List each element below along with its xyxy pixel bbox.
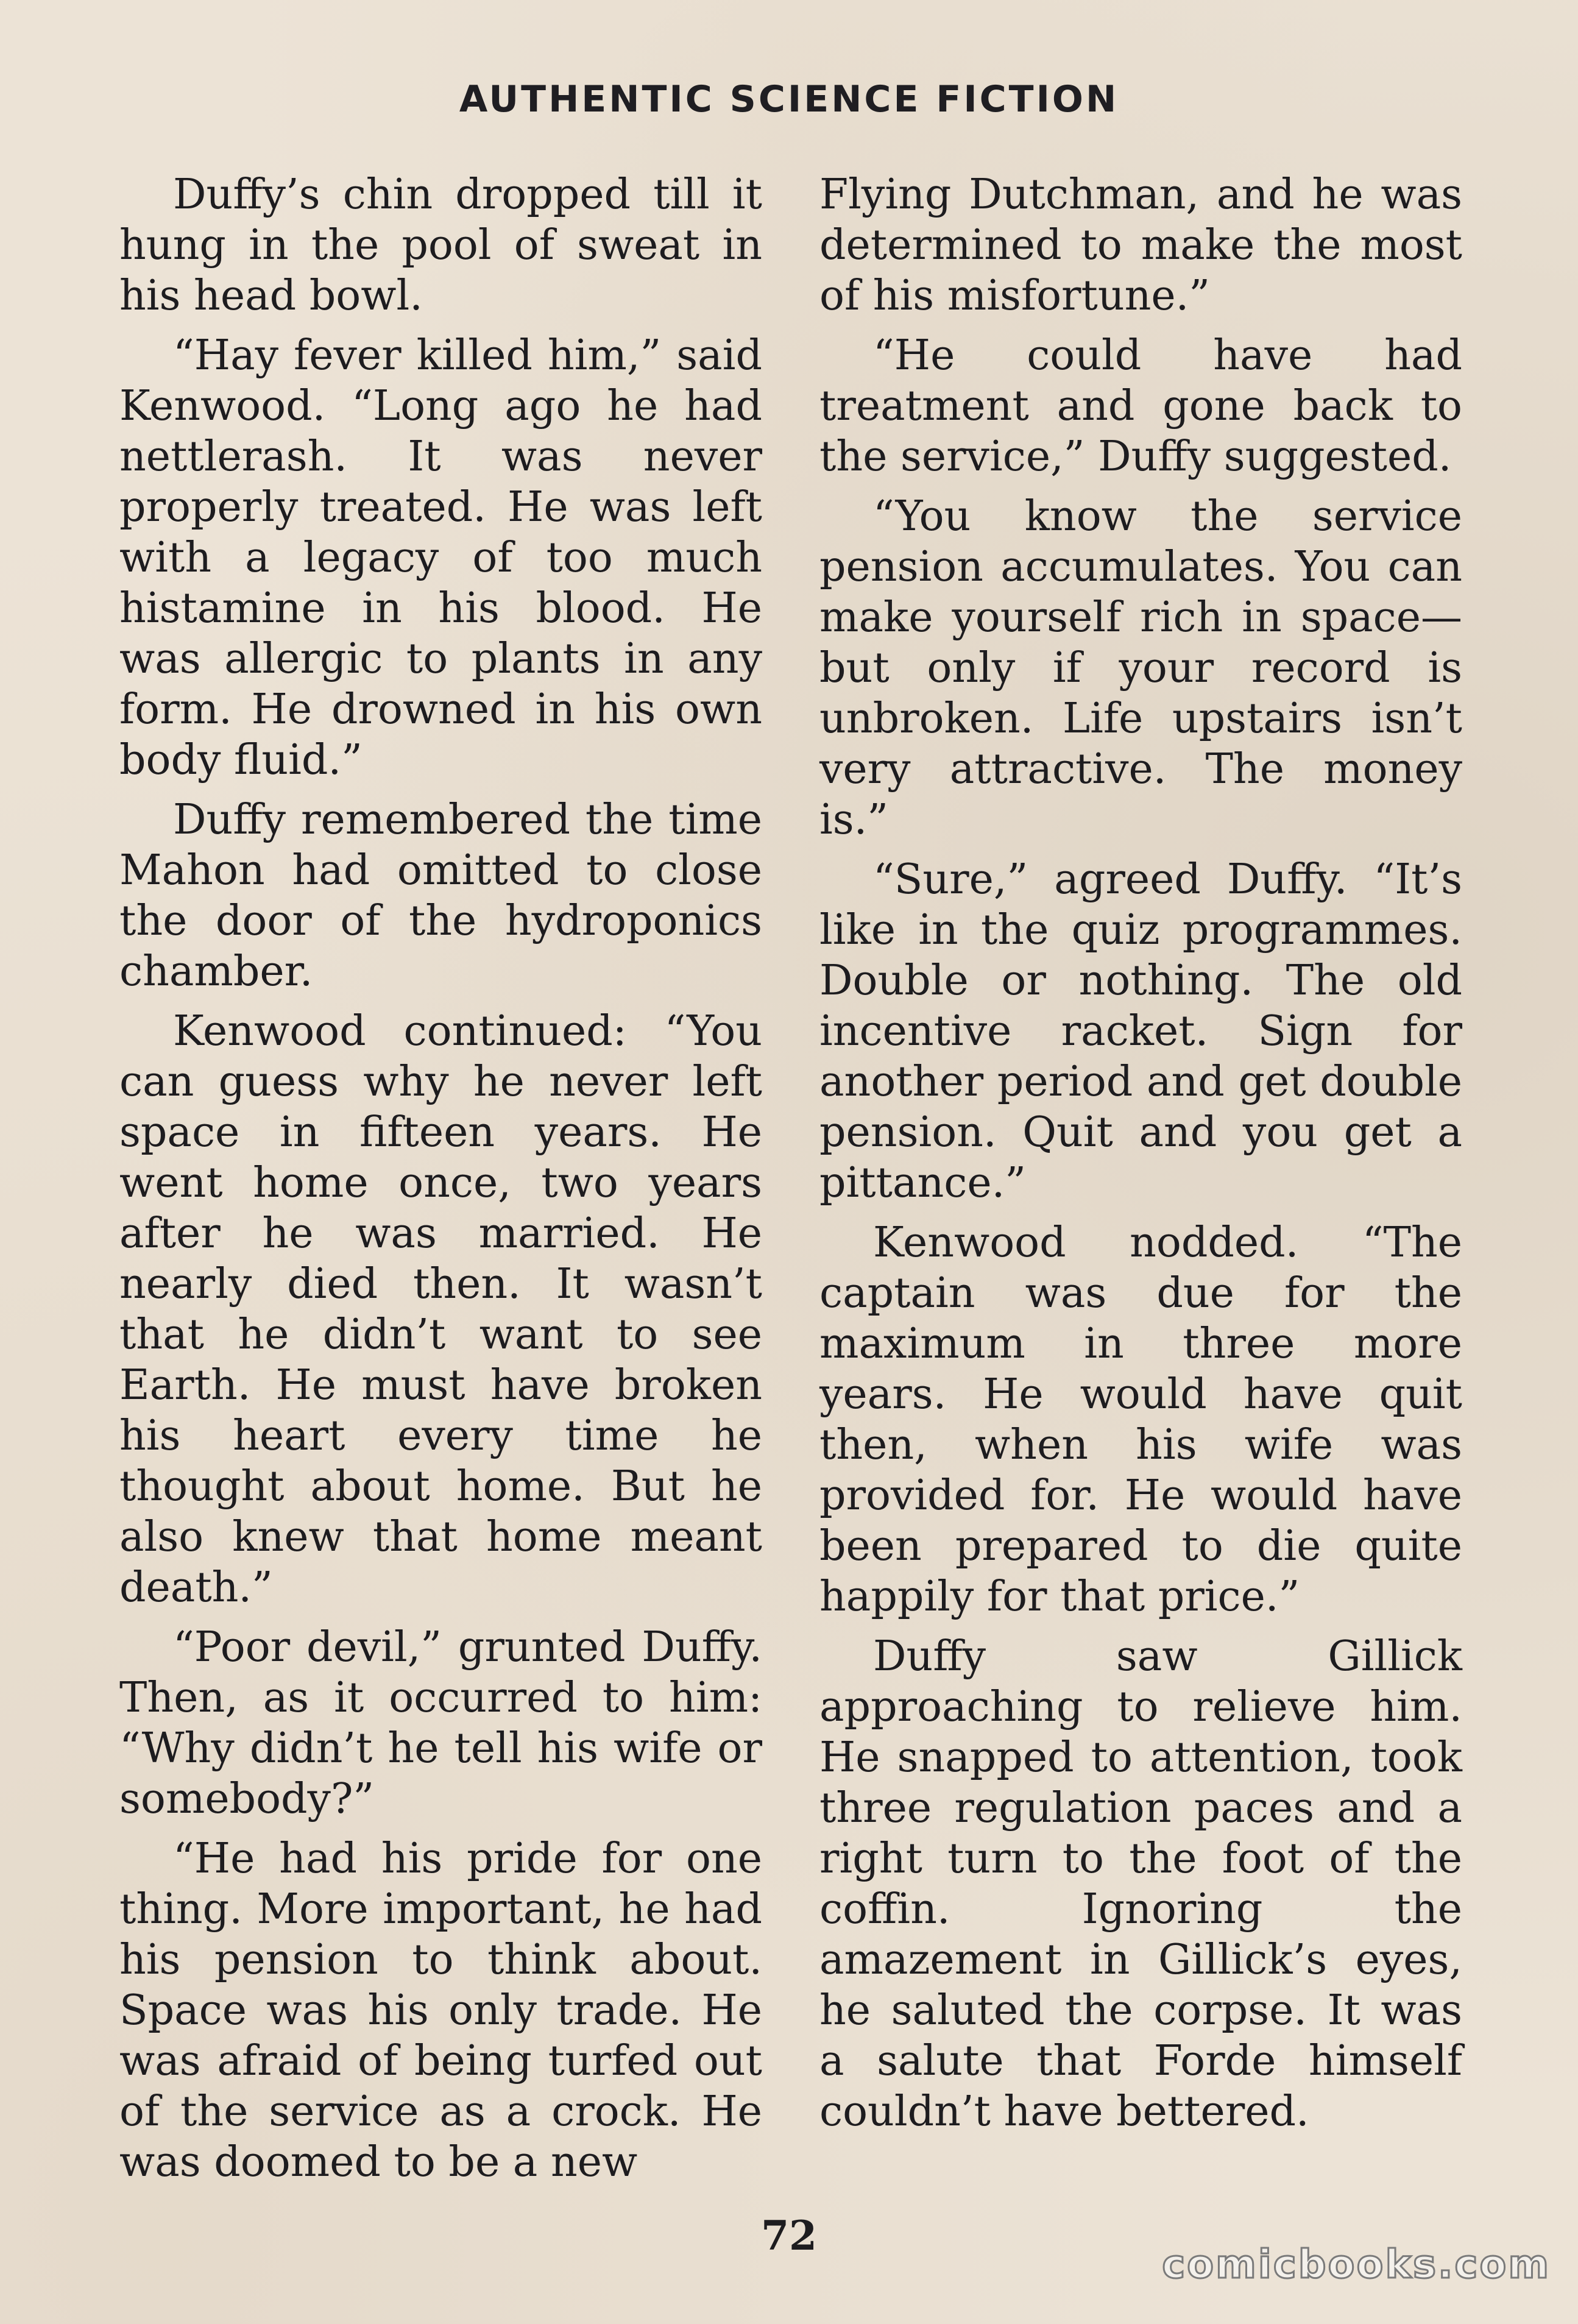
paragraph: Duffy’s chin dropped till it hung in the pool of sweat in his head bowl. [119,171,762,320]
paragraph: Duffy saw Gillick approaching to relieve him. He snapped to attention, took three regulation paces and a right turn to the foot of the coffin. Ignoring the amazement in Gillick’s eyes, he saluted the corpse. It was a salute that Forde himself couldn’t have bettered. [819,1632,1462,2136]
paragraph: Kenwood continued: “You can guess why he never left space in fifteen years. He went home once, two years after he was married. He nearly died then. It wasn’t that he didn’t want to see Earth. He must have broken his heart every time he thought about home. But he also knew that home meant death.” [119,1007,762,1612]
watermark: comicbooks.com [1162,2242,1551,2287]
paragraph: “He had his pride for one thing. More important, he had his pension to think about. Space was his only trade. He was afraid of being turfed out of the service as a crock. He was doomed to be a new [119,1835,762,2186]
page-number: 72 [761,2212,817,2259]
paragraph: “He could have had treatment and gone back to the service,” Duffy suggested. [819,331,1462,481]
paragraph: Kenwood nodded. “The captain was due for the maximum in three more years. He would have quit then, when his wife was provided for. He would have been prepared to die quite happily for that price.” [819,1219,1462,1621]
right-column [819,169,1462,2146]
paragraph-continued: Flying Dutchman, and he was determined to make the most of his misfortune.” [819,171,1462,320]
paragraph: “Sure,” agreed Duffy. “It’s like in the quiz programmes. Double or nothing. The old incentive racket. Sign for another period and get double pension. Quit and you get a pittance.” [819,856,1462,1207]
paragraph: Duffy remembered the time Mahon had omitted to close the door of the hydroponics chamber. [119,796,762,996]
paragraph: “Poor devil,” grunted Duffy. Then, as it occurred to him: “Why didn’t he tell his wife or somebody?” [119,1623,762,1823]
left-column [119,169,762,2197]
running-head: AUTHENTIC SCIENCE FICTION [459,78,1119,121]
paragraph: “You know the service pension accumulates. You can make yourself rich in space—but only if your record is unbroken. Life upstairs isn’t very attractive. The money is.” [819,492,1462,844]
paragraph: “Hay fever killed him,” said Kenwood. “Long ago he had nettlerash. It was never properly treated. He was left with a legacy of too much histamine in his blood. He was allergic to plants in any form. He drowned in his own body fluid.” [119,331,762,784]
